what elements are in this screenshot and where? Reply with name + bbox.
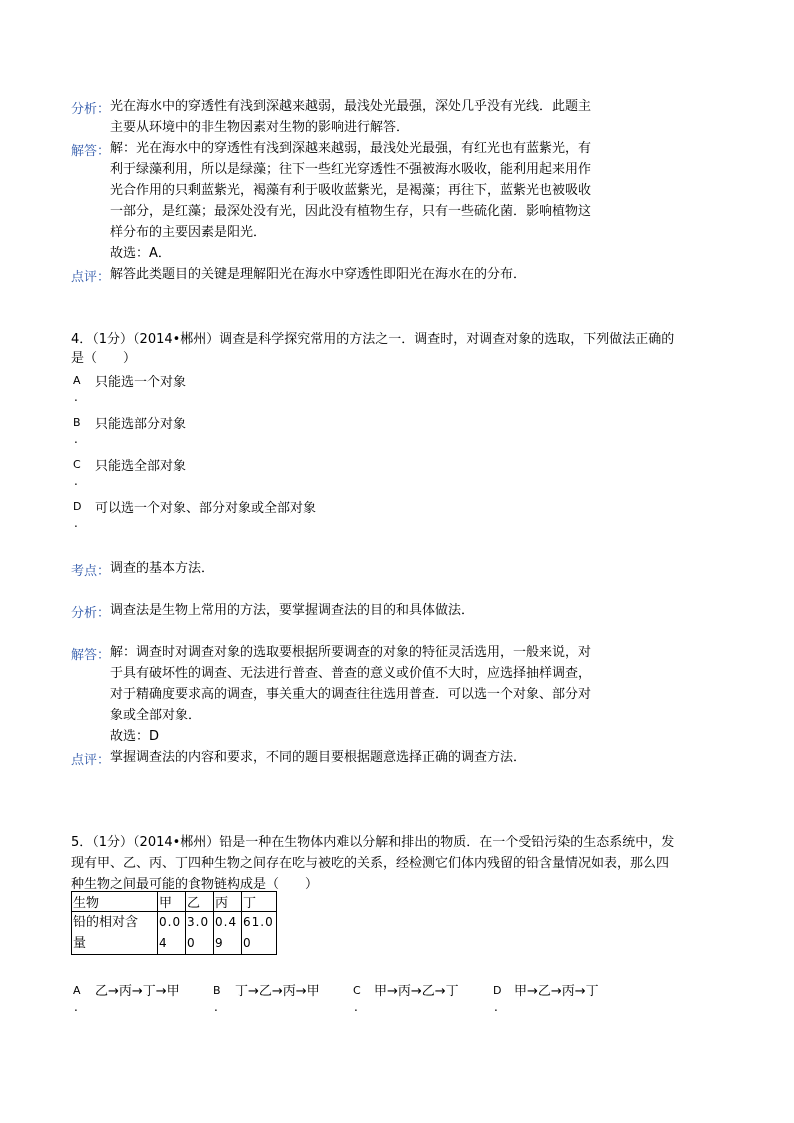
table-cell-ding-top: 61.0 bbox=[243, 915, 274, 929]
q4-point-text: 调查的基本方法． bbox=[110, 561, 215, 576]
q5-stem-line-2: 现有甲、乙、丙、丁四种生物之间存在吃与被吃的关系，经检测它们体内残留的铅含量情况如表，那么四 bbox=[71, 856, 670, 871]
q5-stem-line-3: 种生物之间最可能的食物链构成是（ ） bbox=[71, 877, 319, 892]
q4-comment-label: 点评： bbox=[71, 753, 111, 768]
q4-analysis-text: 调查法是生物上常用的方法，要掌握调查法的目的和具体做法． bbox=[110, 603, 475, 618]
q4-comment-text: 掌握调查法的内容和要求，不同的题目要根据题意选择正确的调查方法． bbox=[110, 750, 527, 765]
table-cell-bing bbox=[214, 912, 242, 955]
q5-option-d-letter: D bbox=[493, 984, 502, 997]
q5-option-d-dot: . bbox=[494, 1000, 498, 1014]
q4-answer-line-4: 象或全部对象． bbox=[110, 708, 202, 723]
q5-stem-line-1: 5．（1分）（2014•郴州）铅是一种在生物体内难以分解和排出的物质．在一个受铅污染的生态系统中，发 bbox=[71, 835, 675, 850]
q3-analysis-label: 分析： bbox=[71, 102, 111, 117]
q5-option-b-dot: . bbox=[214, 1000, 218, 1014]
q4-option-d-letter: D bbox=[73, 500, 82, 513]
table-cell-ding-bottom: 0 bbox=[243, 936, 252, 950]
q3-analysis-line-2: 主要从环境中的非生物因素对生物的影响进行解答． bbox=[110, 120, 410, 135]
table-header-yi: 乙 bbox=[186, 892, 214, 912]
table-row-label bbox=[72, 912, 158, 955]
q4-choice-line: 故选：D bbox=[110, 729, 160, 744]
q3-comment-text: 解答此类题目的关键是理解阳光在海水中穿透性即阳光在海水在的分布． bbox=[110, 267, 527, 282]
q4-option-d-text: 可以选一个对象、部分对象或全部对象 bbox=[95, 501, 317, 516]
q3-choice-line: 故选：A． bbox=[110, 246, 171, 261]
q4-option-c-text: 只能选全部对象 bbox=[95, 459, 187, 474]
q4-point-label: 考点： bbox=[71, 564, 111, 579]
q4-answer-line-2: 于具有破坏性的调查、无法进行普查、普查的意义或价值不大时，应选择抽样调查， bbox=[110, 666, 592, 681]
q4-analysis-label: 分析： bbox=[71, 606, 111, 621]
q5-option-c-letter: C bbox=[353, 984, 361, 997]
q4-stem-line-1: 4．（1分）（2014•郴州）调查是科学探究常用的方法之一．调查时，对调查对象的选取，下列做法正确的 bbox=[71, 332, 675, 347]
q3-answer-label: 解答： bbox=[71, 144, 111, 159]
q4-option-a-text: 只能选一个对象 bbox=[95, 375, 187, 390]
table-header-organism: 生物 bbox=[72, 892, 158, 912]
q4-answer-label: 解答： bbox=[71, 648, 111, 663]
lead-content-table bbox=[71, 891, 277, 955]
table-cell-jia-top: 0.0 bbox=[159, 915, 182, 929]
q4-answer-line-1: 解：调查时对调查对象的选取要根据所要调查的对象的特征灵活选用，一般来说，对 bbox=[110, 645, 592, 660]
q4-option-d-dot: . bbox=[74, 516, 78, 530]
q4-option-b-letter: B bbox=[73, 416, 81, 429]
q3-answer-line-2: 利于绿藻利用，所以是绿藻；往下一些红光穿透性不强被海水吸收，能利用起来用作 bbox=[110, 162, 592, 177]
table-cell-jia bbox=[158, 912, 186, 955]
q5-option-a-dot: . bbox=[74, 1000, 78, 1014]
q5-option-b-letter: B bbox=[213, 984, 221, 997]
table-header-jia: 甲 bbox=[158, 892, 186, 912]
q4-option-c-dot: . bbox=[74, 474, 78, 488]
q4-option-c-letter: C bbox=[73, 458, 81, 471]
q4-option-a-letter: A bbox=[73, 374, 81, 387]
table-header-row bbox=[72, 892, 277, 912]
q4-option-b-text: 只能选部分对象 bbox=[95, 417, 187, 432]
q4-option-a-dot: . bbox=[74, 390, 78, 404]
table-cell-jia-bottom: 4 bbox=[159, 936, 168, 950]
q5-option-a-text: 乙→丙→丁→甲 bbox=[95, 984, 180, 999]
table-cell-bing-top: 0.4 bbox=[215, 915, 238, 929]
q5-option-d-text: 甲→乙→丙→丁 bbox=[514, 984, 599, 999]
q3-comment-label: 点评： bbox=[71, 270, 111, 285]
table-header-ding: 丁 bbox=[242, 892, 277, 912]
table-row-label-line-2: 量 bbox=[73, 936, 87, 951]
table-row-label-line-1: 铅的相对含 bbox=[73, 915, 139, 930]
table-row bbox=[72, 912, 277, 955]
q4-option-b-dot: . bbox=[74, 432, 78, 446]
table-header-bing: 丙 bbox=[214, 892, 242, 912]
q3-answer-line-1: 解：光在海水中的穿透性有浅到深越来越弱，最浅处光最强，有红光也有蓝紫光，有 bbox=[110, 141, 592, 156]
table-cell-ding bbox=[242, 912, 277, 955]
q5-option-c-text: 甲→丙→乙→丁 bbox=[374, 984, 459, 999]
q5-option-b-text: 丁→乙→丙→甲 bbox=[235, 984, 320, 999]
q5-option-a-letter: A bbox=[73, 984, 81, 997]
q3-analysis-line-1: 光在海水中的穿透性有浅到深越来越弱，最浅处光最强，深处几乎没有光线．此题主 bbox=[110, 99, 592, 114]
q4-stem-line-2: 是（ ） bbox=[71, 351, 137, 366]
table-cell-yi-bottom: 0 bbox=[187, 936, 196, 950]
q3-answer-line-4: 一部分，是红藻；最深处没有光，因此没有植物生存，只有一些硫化菌．影响植物这 bbox=[110, 204, 592, 219]
q3-answer-line-5: 样分布的主要因素是阳光． bbox=[110, 225, 267, 240]
table-cell-yi-top: 3.0 bbox=[187, 915, 210, 929]
q4-answer-line-3: 对于精确度要求高的调查，事关重大的调查往往选用普查．可以选一个对象、部分对 bbox=[110, 687, 592, 702]
q3-answer-line-3: 光合作用的只剩蓝紫光，褐藻有利于吸收蓝紫光，是褐藻；再往下，蓝紫光也被吸收 bbox=[110, 183, 592, 198]
table-cell-bing-bottom: 9 bbox=[215, 936, 224, 950]
table-cell-yi bbox=[186, 912, 214, 955]
q5-option-c-dot: . bbox=[354, 1000, 358, 1014]
